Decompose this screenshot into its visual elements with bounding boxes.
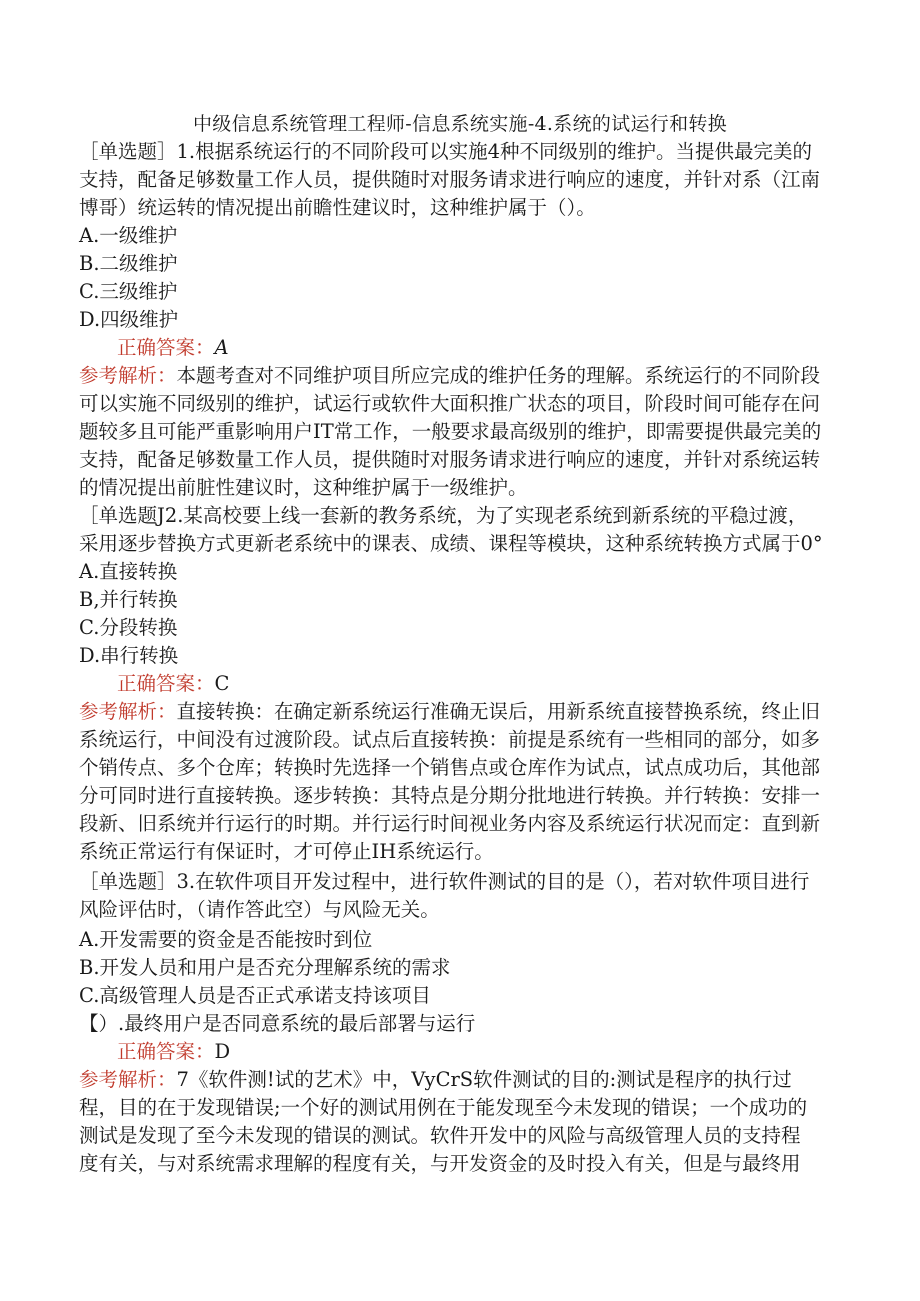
explanation-text: 本题考查对不同维护项目所应完成的维护任务的理解。系统运行的不同阶段: [176, 364, 821, 387]
question-1-explanation-line-4: 支持，配备足够数量工作人员，提供随时对服务请求进行响应的速度，并针对系统运转: [79, 448, 821, 471]
question-1-stem-line-3: 博哥）统运转的情况提出前瞻性建议时，这种维护属于（）。: [79, 196, 596, 219]
explanation-text: 7《软件测!试的艺术》中，VyCrS软件测试的目的:测试是程序的执行过: [176, 1068, 792, 1091]
question-3-option-a: A.开发需要的资金是否能按时到位: [79, 928, 373, 951]
question-3-explanation-line-4: 度有关，与对系统需求理解的程度有关，与开发资金的及时投入有关，但是与最终用: [79, 1152, 801, 1175]
explanation-text: 直接转换：在确定新系统运行准确无误后，用新系统直接替换系统，终止旧: [176, 700, 821, 723]
question-1-explanation-line-5: 的情况提出前脏性建议时，这种维护属于一级维护。: [79, 476, 528, 499]
question-2-option-d: D.串行转换: [79, 644, 179, 667]
answer-value: C: [214, 672, 230, 695]
question-3-option-c: C.高级管理人员是否正式承诺支持该项目: [79, 984, 431, 1007]
question-3-option-b: B.开发人员和用户是否充分理解系统的需求: [79, 956, 451, 979]
question-1-explanation-line-2: 可以实施不同级别的维护，试运行或软件大面积推广状态的项目，阶段时间可能存在问: [79, 392, 821, 415]
question-1-stem-line-1: ［单选题］1.根据系统运行的不同阶段可以实施4种不同级别的维护。当提供最完美的: [79, 140, 813, 163]
question-2-stem-line-1: ［单选题J2.某高校要上线一套新的教务系统，为了实现老系统到新系统的平稳过渡，: [79, 504, 808, 527]
explanation-label: 参考解析：: [79, 700, 177, 723]
question-1-stem-line-2: 支持，配备足够数量工作人员，提供随时对服务请求进行响应的速度，并针对系（江南: [79, 168, 821, 191]
question-2-explanation-line-1: [79, 698, 820, 726]
answer-label: 正确答案：: [117, 1040, 215, 1063]
explanation-label: 参考解析：: [79, 1068, 177, 1091]
question-3-option-d: 【）.最终用户是否同意系统的最后部署与运行: [79, 1012, 476, 1035]
question-1-option-a: A.一级维护: [79, 224, 178, 247]
question-3-explanation-line-2: 程，目的在于发现错误;一个好的测试用例在于能发现至今未发现的错误；一个成功的: [79, 1096, 808, 1119]
question-3-stem-line-2: 风险评估时，（请作答此空）与风险无关。: [79, 898, 440, 921]
answer-label: 正确答案：: [117, 336, 215, 359]
question-1-option-d: D.四级维护: [79, 308, 179, 331]
question-1-explanation-line-3: 题较多且可能严重影响用户IT常工作，一般要求最高级别的维护，即需要提供最完美的: [79, 420, 822, 443]
question-3-stem-line-1: ［单选题］3.在软件项目开发过程中，进行软件测试的目的是（），若对软件项目进行: [79, 870, 810, 893]
question-3-explanation-line-3: 测试是发现了至今未发现的错误的测试。软件开发中的风险与高级管理人员的支持程: [79, 1124, 801, 1147]
question-2-explanation-line-3: 个销传点、多个仓库；转换时先选择一个销售点或仓库作为试点，试点成功后，其他部: [79, 756, 821, 779]
question-2-explanation-line-5: 段新、旧系统并行运行的时期。并行运行时间视业务内容及系统运行状况而定：直到新: [79, 812, 821, 835]
question-2-answer: [117, 670, 229, 698]
question-3-answer: [117, 1038, 230, 1066]
answer-label: 正确答案：: [117, 672, 215, 695]
question-2-explanation-line-2: 系统运行，中间没有过渡阶段。试点后直接转换：前提是系统有一些相同的部分，如多: [79, 728, 821, 751]
question-2-explanation-line-6: 系统正常运行有保证时，才可停止IH系统运行。: [79, 840, 494, 863]
question-1-explanation-line-1: [79, 362, 820, 390]
question-2-option-c: C.分段转换: [79, 616, 178, 639]
answer-value: D: [214, 1040, 231, 1063]
answer-value: A: [214, 336, 229, 359]
question-1-answer: [117, 334, 229, 362]
question-2-stem-line-2: 采用逐步替换方式更新老系统中的课表、成绩、课程等模块，这种系统转换方式属于0°: [79, 532, 823, 555]
explanation-label: 参考解析：: [79, 364, 177, 387]
question-2-option-a: A.直接转换: [79, 560, 178, 583]
question-2-option-b: B,并行转换: [79, 588, 178, 611]
question-1-option-c: C.三级维护: [79, 280, 178, 303]
document-title: 中级信息系统管理工程师-信息系统实施-4.系统的试运行和转换: [193, 113, 727, 135]
question-1-option-b: B.二级维护: [79, 252, 178, 275]
question-2-explanation-line-4: 分可同时进行直接转换。逐步转换：其特点是分期分批地进行转换。并行转换：安排一: [79, 784, 821, 807]
question-3-explanation-line-1: [79, 1066, 792, 1094]
